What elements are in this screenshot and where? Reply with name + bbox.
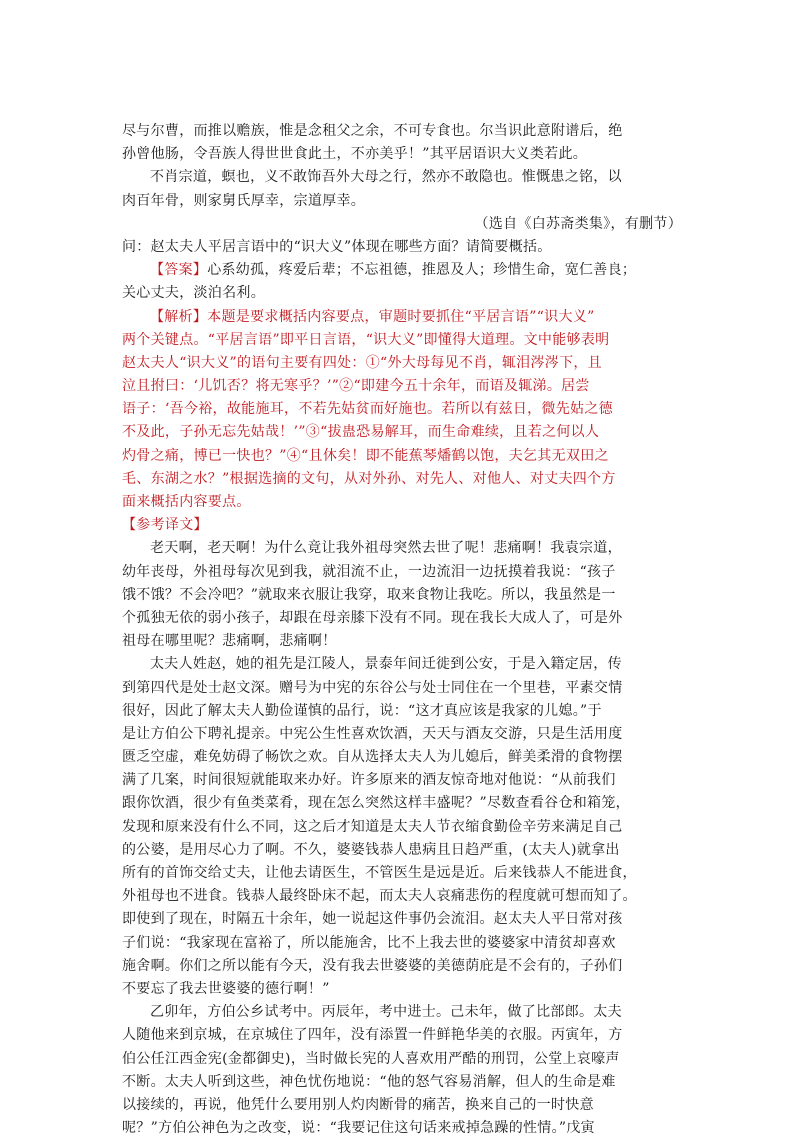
translation-line: 的公婆，是用尽心力了啊。不久，婆婆钱恭人患病且日趋严重，(太夫人)就拿出 bbox=[122, 841, 620, 858]
translation-line: 很好，因此了解太夫人勤俭谨慎的品行，说：“这才真应该是我家的儿媳。”于 bbox=[122, 702, 602, 719]
translation-line: 到第四代是处士赵文深。赠号为中宪的东谷公与处士同住在一个里巷，平素交情 bbox=[122, 679, 623, 696]
translation-line: 所有的首饰交给丈夫，让他去请医生，不管医生是远是近。后来钱恭人不能进食， bbox=[122, 865, 637, 881]
translation-line: 伯公任江西金宪(金都御史)，当时做长宪的人喜欢用严酷的刑罚，公堂上哀嚎声 bbox=[122, 1050, 620, 1067]
translation-line: 幼年丧母，外祖母每次见到我，就泪流不止，一边流泪一边抚摸着我说：“孩子 bbox=[122, 563, 616, 580]
translation-line: 匮乏空虚，难免妨碍了畅饮之欢。自从选择太夫人为儿媳后，鲜美柔滑的食物摆 bbox=[122, 749, 623, 766]
translation-line: 以接续的，再说，他凭什么要用别人灼肉断骨的痛苦，换来自己的一时快意 bbox=[122, 1096, 594, 1113]
answer-line bbox=[122, 259, 682, 282]
analysis-line: 灼骨之痛，博已一快也？”④“且休矣！即不能蕉琴燔鹤以饱，夫乞其无双田之 bbox=[122, 447, 609, 464]
translation-line: 满了几案，时间很短就能取来办好。许多原来的酒友惊奇地对他说：“从前我们 bbox=[122, 772, 616, 789]
passage-line: 孙曾他肠，令吾族人得世世食此土，不亦美乎！”其平居语识大义类若此。 bbox=[122, 146, 588, 163]
translation-line: 外祖母也不进食。钱恭人最终卧床不起，而太夫人哀痛悲伤的程度就可想而知了。 bbox=[122, 888, 637, 905]
translation-line: 个孤独无依的弱小孩子，却跟在母亲膝下没有不同。现在我长大成人了，可是外 bbox=[122, 609, 623, 626]
answer-text: 心系幼孤，疼爱后辈；不忘祖德，推恩及人；珍惜生命，宽仁善良； bbox=[207, 262, 637, 279]
translation-label-text: 【参考译文】 bbox=[122, 517, 208, 534]
translation-line: 施舍啊。你们之所以能有今天，没有我去世婆婆的美德荫庇是不会有的，子孙们 bbox=[122, 957, 623, 974]
passage-line: 不肖宗道，螟也，义不敢饰吾外大母之行，然亦不敢隐也。惟慨患之铭，以 bbox=[150, 169, 622, 186]
answer-line: 关心丈夫，淡泊名利。 bbox=[122, 285, 265, 302]
document-page bbox=[122, 120, 682, 1140]
analysis-line bbox=[122, 306, 682, 329]
analysis-line: 泣且拊曰：‘儿饥否？将无寒乎？’”②“即建今五十余年，而语及辄涕。居尝 bbox=[122, 378, 590, 395]
translation-line: 祖母在哪里呢？悲痛啊，悲痛啊！ bbox=[122, 633, 337, 650]
translation-line: 即使到了现在，时隔五十余年，她一说起这件事仍会流泪。赵太夫人平日常对孩 bbox=[122, 911, 623, 928]
analysis-line: 两个关键点。“平居言语”即平日言语，“识大义”即懂得大道理。文中能够表明 bbox=[122, 331, 610, 348]
translation-line: 饿不饿？不会冷吧？”就取来衣服让我穿，取来食物让我吃。所以，我虽然是一 bbox=[122, 586, 616, 603]
translation-line: 太夫人姓赵，她的祖先是江陵人，景泰年间迁徙到公安，于是入籍定居，传 bbox=[150, 656, 622, 673]
analysis-line: 赵太夫人“识大义”的语句主要有四处：①“外大母每见不肖，辄泪涔涔下，且 bbox=[122, 354, 602, 371]
translation-line: 老天啊，老天啊！为什么竟让我外祖母突然去世了呢！悲痛啊！我袁宗道， bbox=[150, 540, 622, 557]
analysis-line: 语子：‘吾今裕，故能施耳，不若先姑贫而好施也。若所以有兹日，微先姑之德 bbox=[122, 401, 613, 418]
analysis-line: 不及此，子孙无忘先姑哉！’”③“拔蛊恐易解耳，而生命难续，且若之何以人 bbox=[122, 424, 600, 441]
question: 问：赵太夫人平居言语中的“识大义”体现在哪些方面？请简要概括。 bbox=[122, 238, 552, 255]
translation-line: 发现和原来没有什么不同，这之后才知道是太夫人节衣缩食勤俭辛劳来满足自己 bbox=[122, 818, 623, 835]
answer-label: 【答案】 bbox=[150, 262, 208, 279]
translation-line: 乙卯年，方伯公乡试考中。丙辰年，考中进士。己未年，做了比部郎。太夫 bbox=[150, 1004, 622, 1021]
translation-line: 子们说：“我家现在富裕了，所以能施舍，比不上我去世的婆婆家中清贫却喜欢 bbox=[122, 934, 616, 951]
translation-line: 是让方伯公下聘礼提亲。中宪公生性喜欢饮酒，天天与酒友交游，只是生活用度 bbox=[122, 725, 623, 742]
analysis-line: 面来概括内容要点。 bbox=[122, 494, 251, 510]
source-note: （选自《白苏斋类集》，有删节） bbox=[474, 215, 682, 232]
passage-line: 肉百年骨，则家舅氏厚幸，宗道厚幸。 bbox=[122, 192, 366, 209]
analysis-line: 毛、东湖之水？”根据选摘的文句，从对外孙、对先人、对他人、对丈夫四个方 bbox=[122, 470, 616, 487]
translation-line: 不要忘了我去世婆婆的德行啊！” bbox=[122, 980, 330, 997]
translation-line: 不断。太夫人听到这些，神色忧伤地说：“他的怒气容易消解，但人的生命是难 bbox=[122, 1073, 616, 1090]
translation-line: 人随他来到京城，在京城住了四年，没有添置一件鲜艳华美的衣服。丙寅年，方 bbox=[122, 1027, 623, 1044]
analysis-text: 本题是要求概括内容要点，审题时要抓住“平居言语”“识大义” bbox=[207, 308, 595, 325]
translation-label bbox=[122, 514, 682, 537]
translation-line: 呢？”方伯公神色为之改变，说：“我要记住这句话来戒掉急躁的性情。”戊寅 bbox=[122, 1120, 595, 1137]
passage-line: 尽与尔曹，而推以赡族，惟是念租父之余，不可专食也。尔当识此意附谱后，绝 bbox=[122, 123, 623, 139]
translation-line: 跟你饮酒，很少有鱼类菜肴，现在怎么突然这样丰盛呢？”尽数查看谷仓和箱笼， bbox=[122, 795, 630, 812]
analysis-label: 【解析】 bbox=[150, 308, 208, 325]
